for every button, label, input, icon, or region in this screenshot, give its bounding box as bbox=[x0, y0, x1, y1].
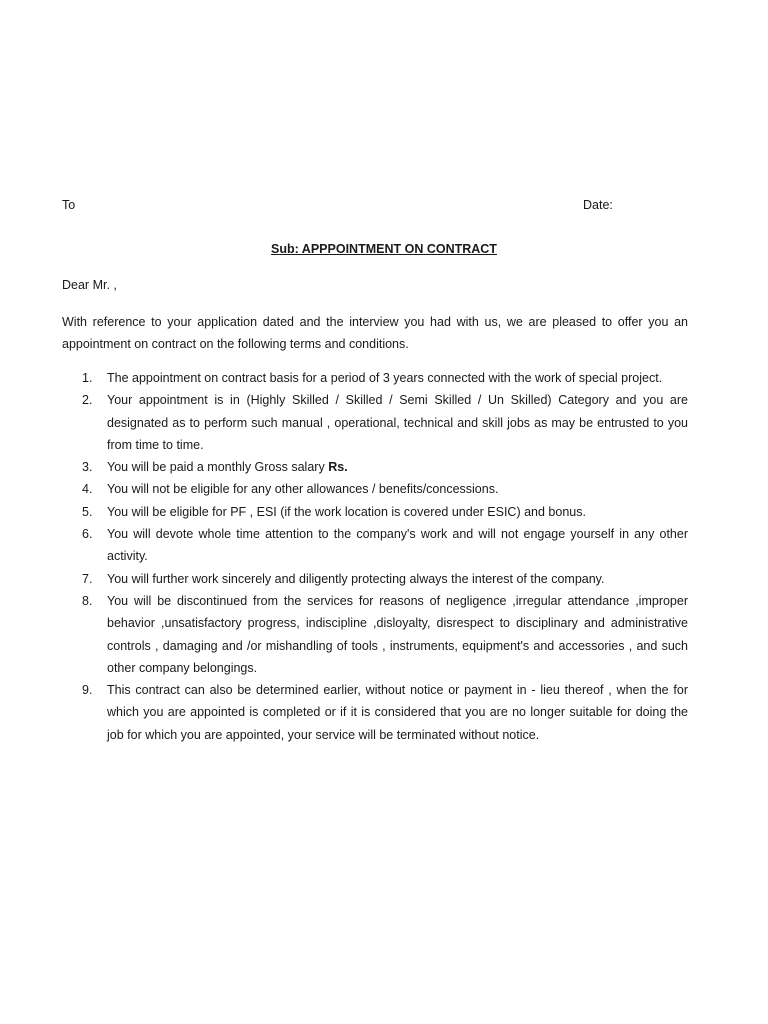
date-label: Date: bbox=[583, 198, 613, 212]
term-item bbox=[62, 523, 688, 568]
term-number: 6. bbox=[82, 527, 93, 542]
subject-line: Sub: APPPOINTMENT ON CONTRACT bbox=[271, 242, 497, 256]
term-text bbox=[107, 501, 688, 523]
term-body: You will further work sincerely and diligently protecting always the interest of the company. bbox=[107, 571, 605, 586]
term-number: 5. bbox=[82, 504, 93, 519]
term-item bbox=[62, 590, 688, 679]
terms-list bbox=[62, 367, 688, 746]
term-body: Your appointment is in (Highly Skilled / Skilled / Semi Skilled / Un Skilled) Category and you are designated as to perform such manual , operational, technical and skill jobs as may be entrusted to you from time to time. bbox=[107, 393, 688, 452]
term-item bbox=[62, 456, 688, 478]
term-text bbox=[107, 679, 688, 746]
term-text bbox=[107, 456, 688, 478]
term-number: 2. bbox=[82, 393, 93, 408]
term-body: You will devote whole time attention to the company's work and will not engage yourself in any other activity. bbox=[107, 527, 688, 564]
term-number: 4. bbox=[82, 482, 93, 497]
term-text bbox=[107, 523, 688, 568]
term-item bbox=[62, 568, 688, 590]
term-item bbox=[62, 367, 688, 389]
term-number: 3. bbox=[82, 460, 93, 475]
term-body: You will be eligible for PF , ESI (if the work location is covered under ESIC) and bonus. bbox=[107, 504, 586, 519]
term-item bbox=[62, 501, 688, 523]
term-number: 7. bbox=[82, 571, 93, 586]
term-text bbox=[107, 389, 688, 456]
term-body: You will be discontinued from the services for reasons of negligence ,irregular attendance ,improper behavior ,unsatisfactory progress, indiscipline ,disloyalty, disrespect to disciplinary and administrative controls , damaging and /or mishandling of tools , instruments, equipment's and accessories , and such other company belongings. bbox=[107, 593, 688, 675]
term-emphasis: Rs. bbox=[328, 460, 348, 475]
term-item bbox=[62, 389, 688, 456]
term-item bbox=[62, 478, 688, 500]
term-text bbox=[107, 478, 688, 500]
term-body: You will be paid a monthly Gross salary bbox=[107, 460, 329, 475]
term-number: 9. bbox=[82, 683, 93, 698]
term-number: 1. bbox=[82, 371, 93, 385]
intro-paragraph: With reference to your application dated and the interview you had with us, we are pleased to offer you an appointment on contract on the following terms and conditions. bbox=[62, 315, 688, 351]
term-text bbox=[107, 590, 688, 679]
term-item bbox=[62, 679, 688, 746]
term-body: The appointment on contract basis for a period of 3 years connected with the work of special project. bbox=[107, 371, 663, 385]
salutation: Dear Mr. , bbox=[62, 278, 117, 292]
term-text bbox=[107, 367, 688, 389]
term-number: 8. bbox=[82, 593, 93, 608]
term-text bbox=[107, 568, 688, 590]
term-body: You will not be eligible for any other allowances / benefits/concessions. bbox=[107, 482, 499, 497]
to-label: To bbox=[62, 198, 76, 212]
term-body: This contract can also be determined earlier, without notice or payment in - lieu thereof , when the for which you are appointed is completed or if it is considered that you are no longer suitable for doing the job for which you are appointed, your service will be terminated without notice. bbox=[107, 683, 688, 742]
